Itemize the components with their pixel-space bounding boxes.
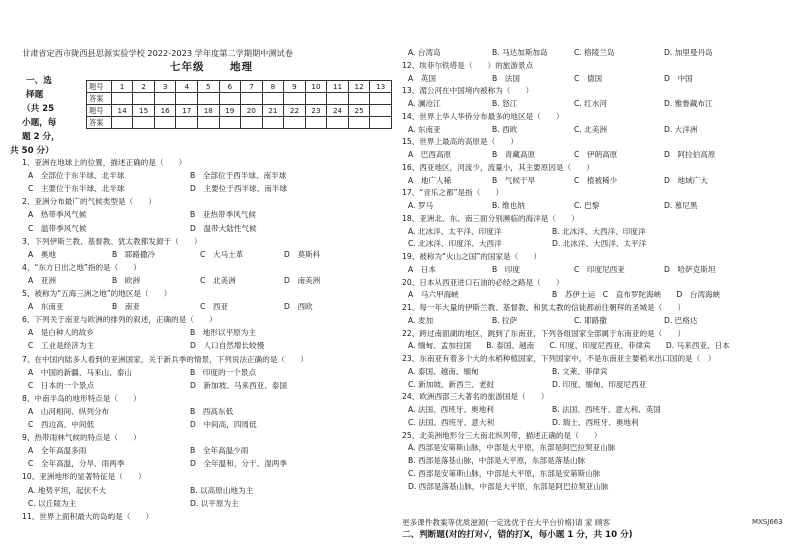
answer-table-cell: 14: [111, 105, 133, 117]
question-text: 14、世界上华人华侨分布最多的地区是（ ）: [402, 111, 564, 121]
question-text: 21、每一年大量的伊斯兰教、基督教、和犹太教的信徒都前往朝拜的圣城是（ ）: [402, 303, 686, 312]
answer-table-cell[interactable]: [241, 93, 263, 105]
answer-table-cell: 4: [176, 81, 198, 93]
answer-option: C 印度尼西亚: [574, 264, 625, 274]
promo-text: 更多课件教案等优质滋源(一定选优于在大平台价格)请 家 顾客: [402, 518, 611, 527]
answer-table-cell: 18: [198, 105, 220, 117]
question-text: 11、世界上面积最大的岛屿是（ ）: [22, 511, 154, 521]
answer-option: B 地形以平原为主: [190, 328, 256, 338]
subject-label: 地理: [230, 61, 253, 73]
answer-option: A. 北冰洋、太平洋、印度洋: [408, 226, 502, 236]
answer-option: A. 东南亚: [408, 124, 441, 134]
question-text: 16、西亚地区，河流少，流量小，其主要原因是（ ）: [402, 162, 594, 172]
answer-option: C. 西部是安第斯山脉，中部是大平原，东部是安第斯山脉: [408, 468, 601, 478]
exam-title: 甘肃省定西市陇西县思源实验学校 2022-2023 学年度第二学期期中测试卷: [22, 48, 293, 58]
answer-table-cell: 3: [154, 81, 176, 93]
answer-table-cell[interactable]: [111, 93, 133, 105]
answer-option: B 青藏高原: [492, 150, 536, 159]
answer-table-cell: 22: [284, 105, 306, 117]
answer-option: B 西高东低: [190, 406, 234, 416]
answer-option: D 南美洲: [284, 275, 321, 285]
section2-title: 二、判断题(对的打对√，错的打X，每小题 1 分，共 10 分): [402, 530, 633, 540]
answer-option: A 全年高温多雨: [28, 446, 87, 456]
answer-table-cell: 19: [219, 105, 241, 117]
answer-option: C 西亚: [200, 302, 229, 312]
answer-option: C 北美洲: [200, 275, 236, 285]
question-text: 10、亚洲地形的显著特征是（ ）: [22, 472, 146, 482]
answer-option: A. 罗马: [408, 201, 434, 210]
question-text: 23、东南亚有着多个大的水稻种植国家，下列国家中，不是东南亚主要稻米出口国的是（ ）: [402, 354, 716, 363]
question-text: 8、中南半岛的地形特点是（ ）: [22, 393, 141, 403]
answer-option: C 日本的一个景点: [28, 380, 95, 390]
answer-option: D. 北冰洋、大西洋、太平洋: [552, 239, 647, 249]
answer-option: C. 耶路撒: [574, 315, 607, 325]
answer-option: B. 拉萨: [492, 315, 518, 325]
answer-option: D. 巴格达: [664, 315, 698, 325]
answer-option: B. 马达加斯加岛: [492, 48, 548, 57]
question-text: 22、跨过南面湖的地区，跳到了东南亚，下列各组国家全部属于东南亚的是（ ）: [402, 328, 686, 338]
question-text: 9、热带雨林气候的特点是（ ）: [22, 433, 141, 443]
answer-option: D 新加坡、马来西亚、泰国: [190, 380, 287, 390]
answer-table-cell: 2: [133, 81, 155, 93]
answer-option: A 全部位于东半球、北半球: [28, 171, 125, 181]
answer-option: C. 北美洲: [574, 124, 607, 134]
answer-table-cell[interactable]: [327, 93, 349, 105]
answer-table-cell[interactable]: [219, 93, 241, 105]
answer-option: C. 红水河: [574, 99, 607, 108]
answer-option: B 全部位于西半球、南半球: [190, 171, 287, 181]
answer-option: A. 地势平坦，起伏不大: [28, 485, 107, 495]
answer-option: A 马六甲海峡: [408, 290, 459, 300]
answer-option: D 中间高，四周低: [190, 420, 257, 429]
answer-option: B 气候干旱: [492, 175, 536, 185]
answer-option: B. 维也纳: [492, 201, 525, 210]
question-text: 20、日本从西亚进口石油的必经之路是（ ）: [402, 277, 564, 287]
grade-label: 七年级: [170, 61, 205, 73]
question-text: 18、亚洲北、东、南三面分别濒临的海洋是（ ）: [402, 213, 579, 223]
answer-table-row: [87, 93, 392, 105]
question-text: 15、世界上最高的高原是（ ）: [402, 137, 518, 147]
answer-table-cell: [370, 105, 392, 117]
answer-option: A 山河相间、纵列分布: [28, 406, 110, 416]
answer-option: A 日本: [408, 264, 436, 274]
answer-option: D 西欧: [284, 302, 313, 312]
answer-option: A 是白种人的故乡: [28, 328, 94, 338]
answer-table-cell: 9: [284, 81, 306, 93]
answer-option: B 亚热带季风气候: [190, 210, 256, 220]
answer-option: B 欧洲: [112, 275, 140, 285]
question-text: 24、欧洲西部三大著名的旅游国是（ ）: [402, 392, 549, 402]
answer-table-cell[interactable]: [262, 93, 284, 105]
answer-option: A 奥地: [28, 249, 56, 259]
answer-option: D. 印度、缅甸、印度尼西亚: [552, 379, 647, 389]
answer-table-row: [87, 117, 392, 129]
section1-label-line: 题 2 分，: [22, 132, 60, 142]
answer-option: D 人口自然增长较慢: [190, 341, 265, 351]
answer-option: B 法国: [492, 73, 520, 83]
answer-option: A 英国: [408, 73, 436, 83]
answer-option: D. 雅鲁藏布江: [664, 99, 713, 108]
answer-option: A 巴西高原: [408, 150, 452, 159]
answer-option: C 植被稀少: [574, 175, 618, 185]
answer-option: A 热带季风气候: [28, 210, 87, 220]
answer-table-cell[interactable]: [370, 93, 392, 105]
answer-table-cell: 16: [154, 105, 176, 117]
answer-option: B. 西部是落基山脉，中部是大平原，东部是落基山脉: [408, 456, 586, 465]
question-text: 2、亚洲分布最广的气候类型是（ ）: [22, 197, 156, 207]
section1-label-line: 择题: [26, 90, 44, 100]
answer-table-cell[interactable]: [370, 117, 392, 129]
answer-table-cell[interactable]: [348, 117, 370, 129]
answer-option: D 地域广大: [664, 175, 708, 185]
question-text: 5、被称为“五海三洲之地”的地区是（ ）: [22, 289, 172, 298]
answer-option: C. 法国、西班牙、意大利: [408, 417, 495, 427]
answer-table-cell: 23: [305, 105, 327, 117]
answer-table-cell[interactable]: [154, 93, 176, 105]
answer-table-cell[interactable]: [241, 117, 263, 129]
answer-option: D 阿拉伯高原: [664, 150, 716, 159]
answer-table-cell[interactable]: [176, 117, 198, 129]
question-text: 19、被称为“火山之国”的国家是（ ）: [402, 252, 542, 261]
answer-option: B 印度: [492, 264, 520, 274]
answer-option: C 德国: [574, 73, 603, 83]
answer-option: A 地广人稀: [408, 175, 452, 185]
answer-option: D 哈萨克斯坦: [664, 264, 716, 274]
answer-table-cell[interactable]: [111, 117, 133, 129]
question-text: 12、埃菲尔铁塔是（ ）的旅游景点: [402, 60, 534, 70]
answer-option: C. 巴黎: [574, 201, 600, 210]
answer-option: A 亚洲: [28, 275, 56, 285]
answer-option: B 南亚: [112, 302, 140, 312]
question-text: 1、亚洲在地球上的位置，描述正确的是（ ）: [22, 158, 187, 167]
answer-table-cell[interactable]: [133, 93, 155, 105]
answer-option: C 工业是经济为主: [28, 341, 95, 351]
answer-option: D 温带大陆性气候: [190, 223, 257, 233]
answer-option: B 全年高温少雨: [190, 446, 249, 456]
answer-option: D. 以平原为主: [190, 498, 239, 508]
answer-option: C. 新加坡、新西兰、老挝: [408, 379, 495, 389]
answer-table-cell[interactable]: [176, 93, 198, 105]
answer-table-cell: 8: [262, 81, 284, 93]
answer-table-cell[interactable]: [154, 117, 176, 129]
answer-option: D 中国: [664, 73, 693, 83]
answer-table: [86, 80, 392, 129]
answer-table-cell: 11: [327, 81, 349, 93]
section1-label-line: 一、选: [26, 76, 52, 86]
answer-option: A. 澜沧江: [408, 99, 441, 108]
answer-table-cell: 13: [370, 81, 392, 93]
question-text: 13、湄公河在中国境内被称为（ ）: [402, 86, 534, 96]
answer-option: A. 台湾岛: [408, 48, 441, 57]
question-text: 3、下列伊斯兰教、基督教、犹太教都发源于（ ）: [22, 236, 202, 246]
answer-option: D 全年温和，分干、湿两季: [190, 459, 287, 469]
answer-table-cell: 24: [327, 105, 349, 117]
answer-table-cell[interactable]: [327, 117, 349, 129]
answer-table-cell: 10: [305, 81, 327, 93]
answer-table-row: [87, 81, 392, 93]
answer-table-cell[interactable]: [284, 93, 306, 105]
section1-label-line: （共 25: [22, 104, 55, 114]
answer-option: B. 北冰洋、大西洋、印度洋: [552, 226, 646, 236]
answer-table-cell: 25: [348, 105, 370, 117]
answer-table-row: [87, 105, 392, 117]
answer-table-cell: 12: [348, 81, 370, 93]
answer-option: D 主要位于西半球、南半球: [190, 184, 287, 194]
answer-table-cell: 17: [176, 105, 198, 117]
answer-option: C. 以丘陵为主: [28, 498, 77, 508]
answer-table-cell[interactable]: [348, 93, 370, 105]
answer-option: A. 法国、西班牙、奥地利: [408, 405, 494, 414]
answer-option: C 西边高、中间低: [28, 420, 95, 429]
answer-table-row-label: 答案: [87, 93, 112, 105]
answer-table-cell[interactable]: [198, 117, 220, 129]
answer-table-cell: 1: [111, 81, 133, 93]
answer-option: D. 慕尼黑: [664, 201, 698, 210]
question-text: 4、“东方日出之地”指的是（ ）: [22, 262, 142, 272]
answer-option: C. 北冰洋、印度洋、大西洋: [408, 239, 502, 249]
answer-option: C 伊朗高原: [574, 150, 618, 159]
answer-option: D. 西部是落基山脉，中部是大平原，东部是阿巴拉契亚山脉: [408, 481, 609, 491]
answer-table-cell: 6: [219, 81, 241, 93]
answer-option: A. 麦加: [408, 315, 434, 325]
answer-option: B. 文莱、菲律宾: [552, 366, 608, 376]
answer-option: A. 西部是安第斯山脉，中部是大平原，东部是阿巴拉契亚山脉: [408, 443, 616, 453]
answer-table-cell: 7: [241, 81, 263, 93]
answer-table-row-label: 题号: [87, 105, 112, 117]
answer-option: C. 格陵兰岛: [574, 48, 615, 57]
answer-option: B. 以高原山地为主: [190, 485, 254, 495]
answer-option: C 全年高温，分旱、雨两季: [28, 459, 125, 469]
answer-option: D. 瑞士、西班牙、奥地利: [552, 417, 639, 427]
answer-table-cell: 20: [241, 105, 263, 117]
page-code: MXSJ663: [752, 518, 783, 526]
answer-option: B 印度的一个景点: [190, 367, 256, 377]
answer-option: D. 大洋洲: [664, 124, 698, 134]
answer-table-row-label: 题号: [87, 81, 112, 93]
answer-option: B. 怒江: [492, 99, 518, 108]
answer-table-cell[interactable]: [305, 117, 327, 129]
answer-table-cell[interactable]: [305, 93, 327, 105]
question-text: 7、在中国内陆多人看到的亚洲国家，关于新兵季的情景，下列说法正确的是（ ）: [22, 354, 308, 364]
answer-table-cell[interactable]: [133, 117, 155, 129]
answer-table-cell: 21: [262, 105, 284, 117]
answer-option: B 耶路撒冷: [112, 249, 156, 259]
section1-total: 共 50 分）: [10, 146, 54, 156]
answer-option: A 东南亚: [28, 302, 64, 312]
question-text: 6、下列关于南亚与欧洲的排列的叙述，正确的是（ ）: [22, 315, 217, 325]
question-text: 25、北美洲地形分三大南北纵列带，描述正确的是（ ）: [402, 430, 602, 440]
answer-option: A 中国的新疆、马来山、泰山: [28, 367, 132, 377]
section1-label-line: 小题，每: [22, 118, 57, 128]
answer-table-cell[interactable]: [284, 117, 306, 129]
answer-option: D 莫斯科: [284, 249, 321, 259]
answer-table-cell[interactable]: [219, 117, 241, 129]
answer-table-cell[interactable]: [262, 117, 284, 129]
answer-table-row-label: 答案: [87, 117, 112, 129]
answer-option: B. 法国、西班牙、意大利、英国: [552, 405, 661, 414]
answer-table-cell: 15: [133, 105, 155, 117]
answer-option: D. 加里曼丹岛: [664, 48, 713, 57]
answer-option: C 温带季风气候: [28, 223, 87, 233]
question-text: 17、“音乐之都”是指（ ）: [402, 188, 504, 198]
answer-option: A. 泰国、越南、缅甸: [408, 366, 479, 376]
answer-option: B. 西欧: [492, 124, 518, 134]
answer-option: A. 缅甸、孟加拉国 B. 泰国、越南 C. 印度、印度尼西亚、菲律宾 D. 马来西亚、日本: [408, 341, 730, 351]
answer-option: C 主要位于东半球、北半球: [28, 184, 125, 194]
answer-option: B 苏伊士运 C 直布罗陀海峡 D 台湾海峡: [552, 290, 721, 300]
answer-option: C 大马士革: [200, 249, 244, 259]
answer-table-cell: 5: [198, 81, 220, 93]
answer-table-cell[interactable]: [198, 93, 220, 105]
